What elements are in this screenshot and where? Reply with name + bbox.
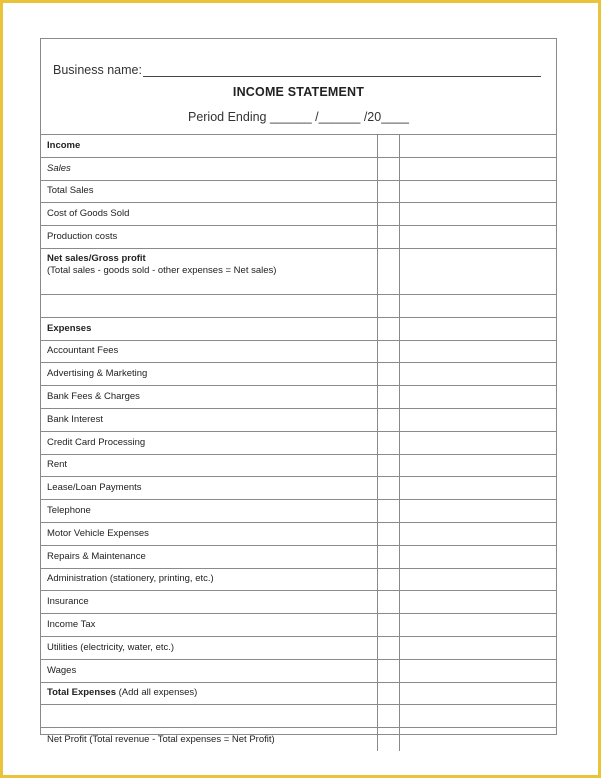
row-label-main: Utilities (electricity, water, etc.)	[47, 641, 175, 653]
table-row	[41, 477, 556, 500]
form-header	[41, 39, 556, 135]
row-label-text	[47, 665, 371, 677]
amount-entry-cell[interactable]	[400, 158, 556, 180]
row-label	[47, 546, 371, 568]
row-label-text	[47, 231, 371, 243]
row-label-text	[47, 437, 371, 449]
table-row	[41, 295, 556, 318]
row-label	[47, 249, 371, 294]
row-label-text	[47, 253, 371, 265]
row-label	[47, 318, 371, 340]
row-label-main: Repairs & Maintenance	[47, 550, 146, 562]
narrow-entry-cell[interactable]	[377, 295, 400, 317]
amount-entry-cell[interactable]	[400, 477, 556, 499]
amount-entry-cell[interactable]	[400, 660, 556, 682]
statement-table	[41, 135, 556, 751]
narrow-entry-cell[interactable]	[377, 683, 400, 705]
row-label-text	[47, 414, 371, 426]
row-label	[47, 683, 371, 705]
amount-entry-cell[interactable]	[400, 432, 556, 454]
narrow-entry-cell[interactable]	[377, 660, 400, 682]
table-row	[41, 363, 556, 386]
row-label-text	[47, 459, 371, 471]
row-label-main: Total Expenses	[47, 687, 116, 699]
narrow-entry-cell[interactable]	[377, 614, 400, 636]
row-label	[47, 203, 371, 225]
amount-entry-cell[interactable]	[400, 455, 556, 477]
row-label	[47, 591, 371, 613]
table-row	[41, 660, 556, 683]
table-row	[41, 432, 556, 455]
table-row	[41, 409, 556, 432]
business-name-line[interactable]	[143, 64, 541, 77]
row-label-text	[47, 642, 371, 654]
table-row	[41, 705, 556, 728]
amount-entry-cell[interactable]	[400, 683, 556, 705]
form-title: INCOME STATEMENT	[232, 85, 365, 99]
row-label	[47, 500, 371, 522]
table-row	[41, 683, 556, 706]
narrow-entry-cell[interactable]	[377, 637, 400, 659]
row-label-text	[47, 482, 371, 494]
narrow-entry-cell[interactable]	[377, 455, 400, 477]
row-label	[47, 455, 371, 477]
row-label-text	[47, 345, 371, 357]
amount-entry-cell[interactable]	[400, 500, 556, 522]
row-label	[47, 432, 371, 454]
row-label-text	[47, 596, 371, 608]
row-label-text	[47, 140, 371, 152]
row-label	[47, 614, 371, 636]
narrow-entry-cell[interactable]	[377, 363, 400, 385]
table-row	[41, 226, 556, 249]
narrow-entry-cell[interactable]	[377, 546, 400, 568]
amount-entry-cell[interactable]	[400, 637, 556, 659]
income-statement-form	[40, 38, 557, 745]
row-label-main: Bank Interest	[47, 413, 103, 425]
table-row	[41, 203, 556, 226]
amount-entry-cell[interactable]	[400, 135, 556, 157]
row-label	[47, 660, 371, 682]
table-row	[41, 500, 556, 523]
row-label-main: Administration (stationery, printing, etc.)	[47, 573, 214, 585]
row-label	[47, 295, 371, 317]
table-row	[41, 318, 556, 341]
row-label	[47, 477, 371, 499]
narrow-entry-cell[interactable]	[377, 591, 400, 613]
narrow-entry-cell[interactable]	[377, 569, 400, 591]
row-label-main: Insurance	[47, 596, 89, 608]
table-row	[41, 386, 556, 409]
narrow-entry-cell[interactable]	[377, 341, 400, 363]
amount-entry-cell[interactable]	[400, 203, 556, 225]
narrow-entry-cell[interactable]	[377, 432, 400, 454]
row-label-text	[47, 391, 371, 403]
row-label-main: Net Profit (Total revenue - Total expenses = Net Profit)	[47, 733, 275, 745]
row-label	[47, 523, 371, 545]
narrow-entry-cell[interactable]	[377, 318, 400, 340]
row-label-main: Net sales/Gross profit	[47, 252, 146, 264]
table-row	[41, 614, 556, 637]
table-row	[41, 728, 556, 751]
row-label-main: Wages	[47, 664, 77, 676]
row-label-main: Total Sales	[47, 185, 94, 197]
table-row	[41, 569, 556, 592]
table-row	[41, 637, 556, 660]
amount-entry-cell[interactable]	[400, 591, 556, 613]
row-label-text	[47, 368, 371, 380]
narrow-entry-cell[interactable]	[377, 523, 400, 545]
row-label	[47, 637, 371, 659]
row-label-text	[47, 528, 371, 540]
narrow-entry-cell[interactable]	[377, 409, 400, 431]
amount-entry-cell[interactable]	[400, 546, 556, 568]
row-label-text	[47, 208, 371, 220]
table-row	[41, 591, 556, 614]
table-row	[41, 135, 556, 158]
table-row	[41, 158, 556, 181]
row-label	[47, 728, 371, 751]
narrow-entry-cell[interactable]	[377, 477, 400, 499]
row-label-main: Credit Card Processing	[47, 436, 146, 448]
narrow-entry-cell[interactable]	[377, 728, 400, 751]
row-label-text	[47, 551, 371, 563]
row-label-main: Production costs	[47, 231, 118, 243]
amount-entry-cell[interactable]	[400, 181, 556, 203]
period-ending[interactable]: Period Ending ______ /______ /20____	[187, 110, 410, 124]
row-label	[47, 181, 371, 203]
row-label-main: Advertising & Marketing	[47, 368, 148, 380]
row-label	[47, 158, 371, 180]
amount-entry-cell[interactable]	[400, 295, 556, 317]
amount-entry-cell[interactable]	[400, 249, 556, 294]
row-label	[47, 569, 371, 591]
row-label-text	[47, 734, 371, 746]
amount-entry-cell[interactable]	[400, 728, 556, 751]
row-label	[47, 386, 371, 408]
amount-entry-cell[interactable]	[400, 363, 556, 385]
business-name-field[interactable]	[53, 63, 541, 77]
row-label-text	[47, 687, 371, 699]
row-label	[47, 363, 371, 385]
row-label-main: Cost of Goods Sold	[47, 208, 130, 220]
narrow-entry-cell[interactable]	[377, 705, 400, 727]
narrow-entry-cell[interactable]	[377, 500, 400, 522]
amount-entry-cell[interactable]	[400, 569, 556, 591]
row-label-text	[47, 505, 371, 517]
amount-entry-cell[interactable]	[400, 614, 556, 636]
row-label-main: Income	[47, 139, 81, 151]
row-label	[47, 341, 371, 363]
row-label-text	[47, 619, 371, 631]
amount-entry-cell[interactable]	[400, 409, 556, 431]
row-label-suffix: (Add all expenses)	[116, 687, 198, 699]
row-label-text	[47, 573, 371, 585]
table-row	[41, 523, 556, 546]
row-label-main: Lease/Loan Payments	[47, 482, 142, 494]
row-label-text	[47, 163, 371, 175]
table-row	[41, 546, 556, 569]
business-name-label: Business name:	[53, 63, 142, 77]
narrow-entry-cell[interactable]	[377, 226, 400, 248]
row-label	[47, 409, 371, 431]
row-label-main: Telephone	[47, 505, 91, 517]
narrow-entry-cell[interactable]	[377, 249, 400, 294]
row-label-main: Accountant Fees	[47, 345, 119, 357]
row-label	[47, 705, 371, 727]
amount-entry-cell[interactable]	[400, 226, 556, 248]
row-label	[47, 226, 371, 248]
narrow-entry-cell[interactable]	[377, 203, 400, 225]
table-row	[41, 341, 556, 364]
table-row	[41, 181, 556, 204]
amount-entry-cell[interactable]	[400, 386, 556, 408]
narrow-entry-cell[interactable]	[377, 135, 400, 157]
row-label-main: Motor Vehicle Expenses	[47, 527, 149, 539]
row-label	[47, 135, 371, 157]
table-row	[41, 455, 556, 478]
narrow-entry-cell[interactable]	[377, 158, 400, 180]
row-label-note: (Total sales - goods sold - other expenses = Net sales)	[47, 264, 277, 276]
row-label-main: Rent	[47, 459, 68, 471]
row-label-main: Income Tax	[47, 619, 96, 631]
row-label-text	[47, 323, 371, 335]
row-label-text	[47, 185, 371, 197]
amount-entry-cell[interactable]	[400, 523, 556, 545]
table-row	[41, 249, 556, 295]
amount-entry-cell[interactable]	[400, 341, 556, 363]
row-label-main: Sales	[47, 162, 71, 174]
page	[3, 3, 598, 775]
amount-entry-cell[interactable]	[400, 705, 556, 727]
row-label-main: Expenses	[47, 322, 92, 334]
row-label-main: Bank Fees & Charges	[47, 391, 140, 403]
narrow-entry-cell[interactable]	[377, 181, 400, 203]
narrow-entry-cell[interactable]	[377, 386, 400, 408]
amount-entry-cell[interactable]	[400, 318, 556, 340]
